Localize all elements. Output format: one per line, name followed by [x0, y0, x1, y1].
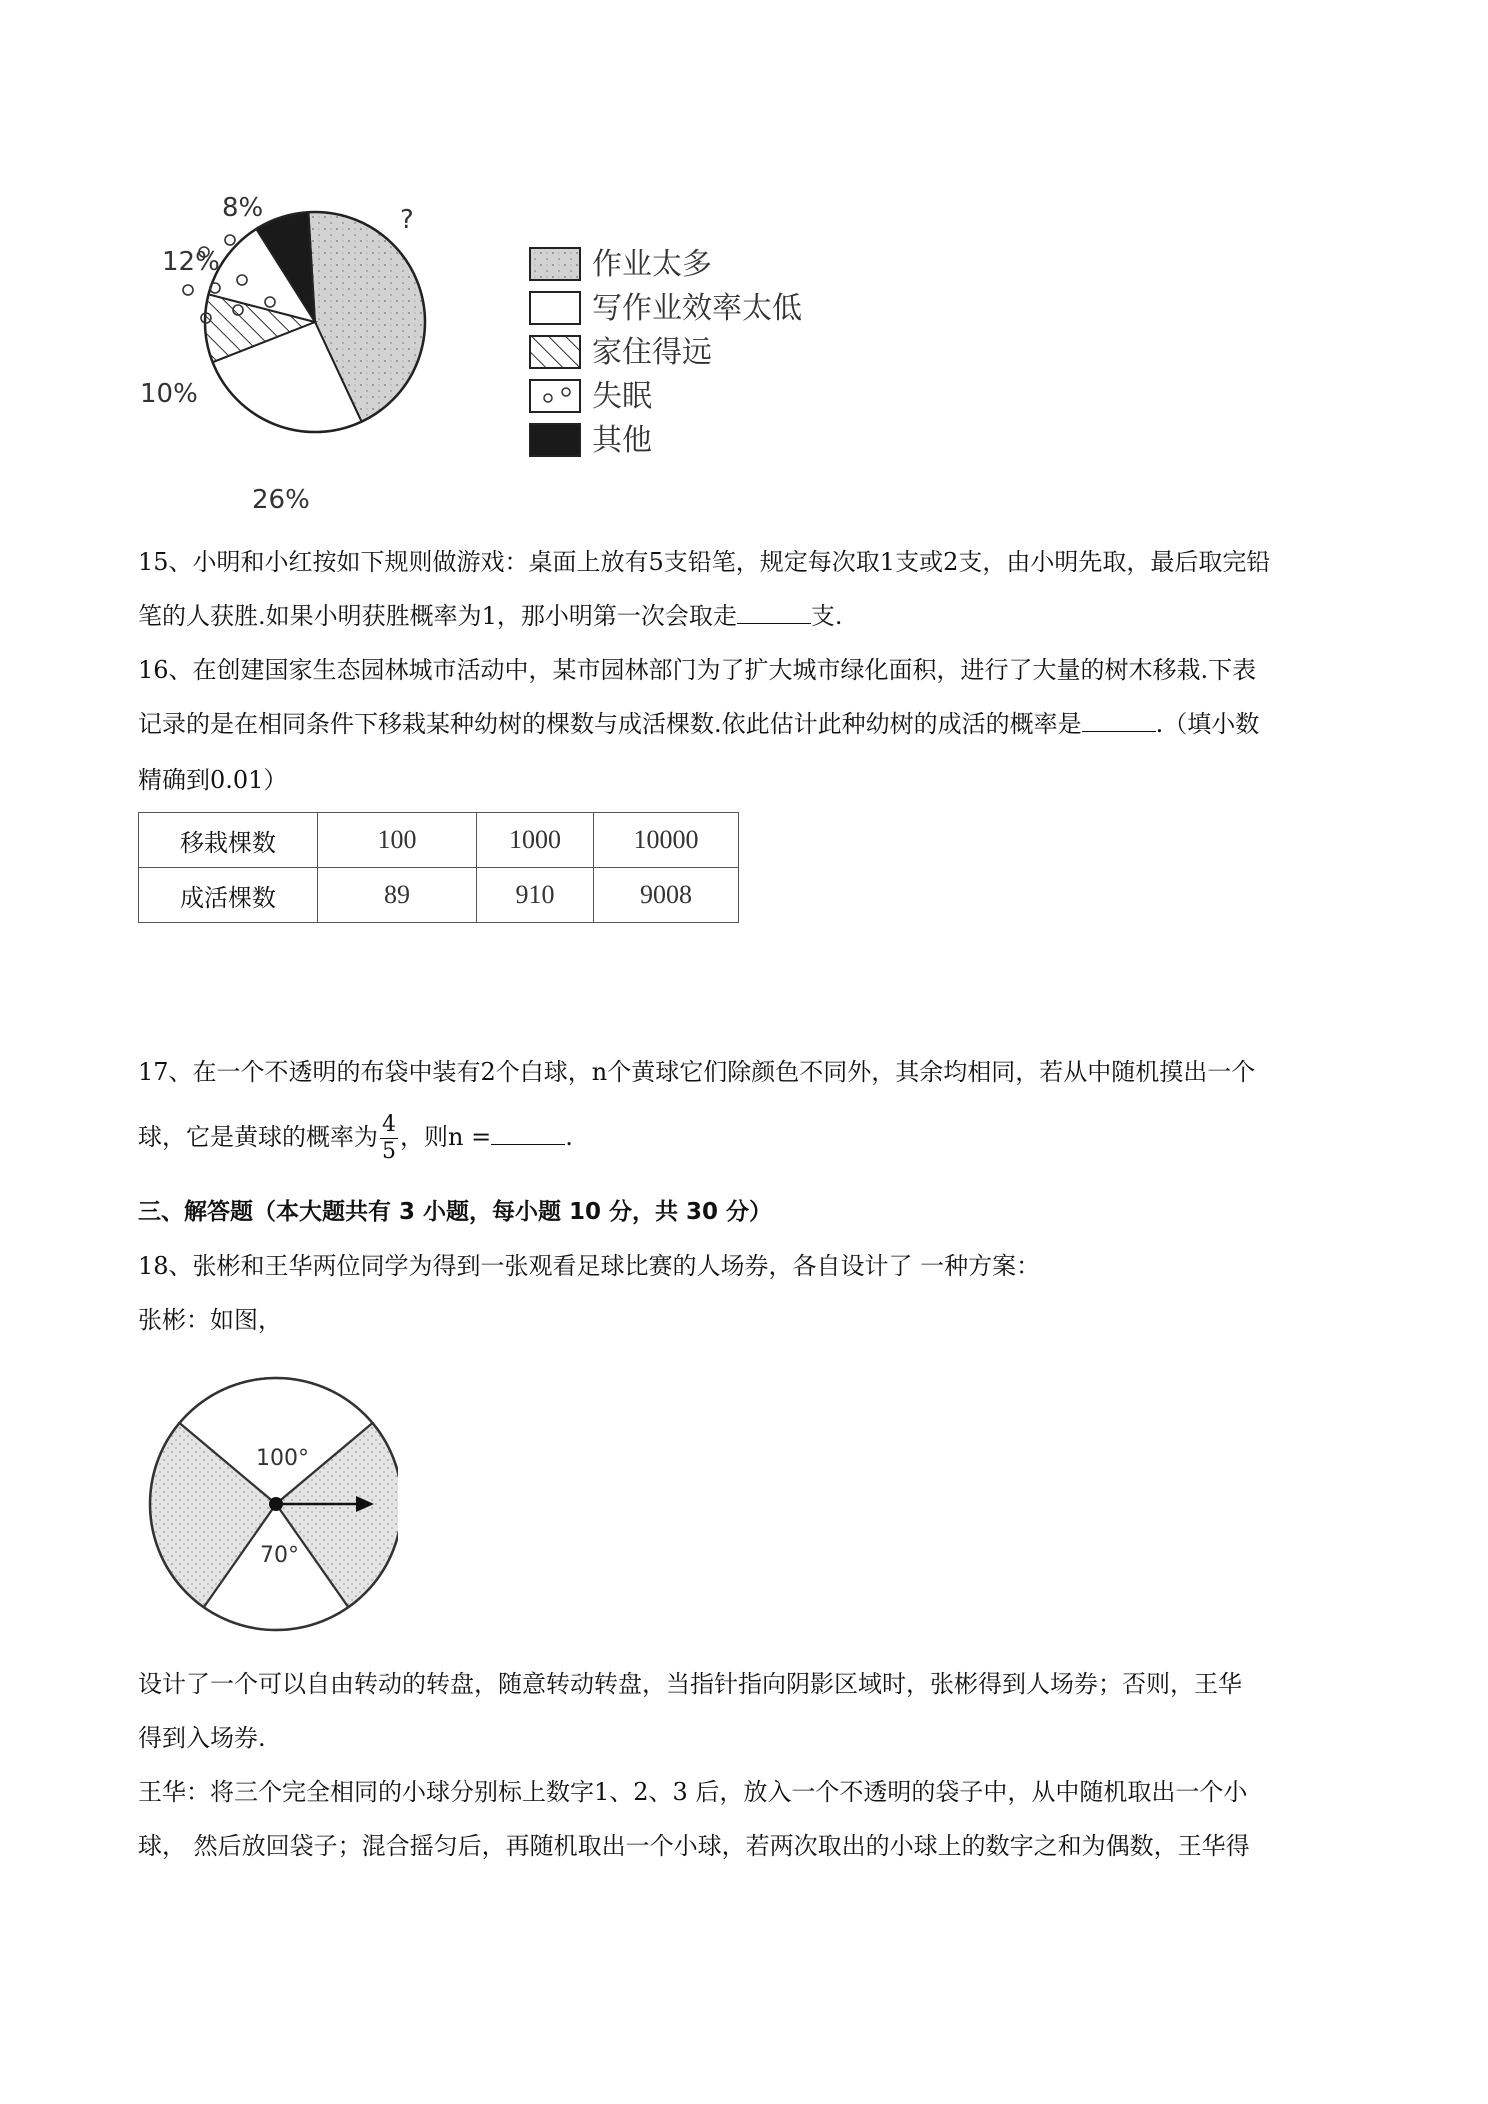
q15-text-a: 笔的人获胜.如果小明获胜概率为1，那小明第一次会取走 [138, 602, 737, 630]
table-cell: 9008 [594, 868, 739, 923]
pie-chart-figure [130, 190, 910, 520]
table-row [139, 813, 739, 868]
fraction-numerator: 4 [382, 1112, 396, 1137]
legend-swatch-dots [530, 380, 580, 412]
q16-text-b: .（填小数 [1155, 710, 1260, 738]
pie-chart [205, 212, 425, 432]
q18-line-2: 张彬：如图， [138, 1306, 282, 1334]
legend-label-2: 家住得远 [592, 335, 712, 370]
legend-label-1: 写作业效率太低 [592, 291, 802, 326]
legend-swatch-gray [530, 248, 580, 280]
table-cell: 成活棵数 [139, 868, 318, 923]
pie-label-12: 12% [162, 247, 220, 277]
q15-line-2 [138, 600, 843, 632]
q15-text-b: 支. [810, 602, 843, 630]
pie-label-8: 8% [222, 193, 264, 223]
table-cell: 100 [318, 813, 477, 868]
table-cell: 89 [318, 868, 477, 923]
table-cell: 910 [477, 868, 594, 923]
q18-line-4: 得到入场券. [138, 1724, 266, 1752]
legend-swatch-white [530, 292, 580, 324]
table-cell: 10000 [594, 813, 739, 868]
legend-label-0: 作业太多 [592, 247, 712, 282]
q17-line-1: 17、在一个不透明的布袋中装有2个白球，n个黄球它们除颜色不同外，其余均相同，若从中随机摸出一个 [138, 1058, 1256, 1086]
legend-swatch-hatch [530, 336, 580, 368]
q16-answer-blank [1082, 709, 1156, 732]
q16-text-a: 记录的是在相同条件下移栽某种幼树的棵数与成活棵数.依此估计此种幼树的成活的概率是 [138, 710, 1082, 738]
q18-line-6: 球， 然后放回袋子；混合摇匀后，再随机取出一个小球，若两次取出的小球上的数字之和为偶数，王华得 [138, 1832, 1250, 1860]
q18-line-3: 设计了一个可以自由转动的转盘，随意转动转盘，当指针指向阴影区域时，张彬得到人场券；否则，王华 [138, 1670, 1242, 1698]
pie-label-26: 26% [252, 485, 310, 515]
q17-text-a: 球，它是黄球的概率为 [138, 1123, 378, 1151]
legend-label-4: 其他 [592, 423, 652, 458]
q15-answer-blank [737, 601, 811, 624]
spinner-figure [138, 1370, 398, 1650]
angle-label-bottom: 70° [260, 1543, 299, 1568]
section-3-title: 三、解答题（本大题共有 3 小题，每小题 10 分，共 30 分） [138, 1199, 773, 1225]
pie-legend [530, 247, 802, 458]
q17-text-b: ，则n = [400, 1123, 492, 1151]
pie-label-unknown: ? [400, 205, 414, 235]
table-row [139, 868, 739, 923]
pie-label-10: 10% [140, 379, 198, 409]
table-cell: 1000 [477, 813, 594, 868]
legend-label-3: 失眠 [592, 379, 652, 414]
q16-line-1: 16、在创建国家生态园林城市活动中，某市园林部门为了扩大城市绿化面积，进行了大量的树木移栽.下表 [138, 656, 1257, 684]
q16-line-2 [138, 708, 1259, 740]
q18-line-1: 18、张彬和王华两位同学为得到一张观看足球比赛的人场券，各自设计了 一种方案： [138, 1252, 1041, 1280]
q18-line-5: 王华：将三个完全相同的小球分别标上数字1、2、3 后，放入一个不透明的袋子中，从中随机取出一个小 [138, 1778, 1248, 1806]
legend-swatch-black [530, 424, 580, 456]
angle-label-top: 100° [256, 1446, 309, 1471]
q17-line-2 [138, 1104, 573, 1170]
q15-line-1: 15、小明和小红按如下规则做游戏：桌面上放有5支铅笔，规定每次取1支或2支，由小明先取，最后取完铅 [138, 548, 1271, 576]
table-cell: 移栽棵数 [139, 813, 318, 868]
q16-table [138, 812, 739, 923]
q17-fraction [380, 1112, 398, 1165]
q16-line-3: 精确到0.01） [138, 766, 288, 794]
q17-text-c: . [565, 1123, 573, 1151]
fraction-denominator: 5 [382, 1139, 396, 1164]
q17-answer-blank [491, 1122, 565, 1145]
